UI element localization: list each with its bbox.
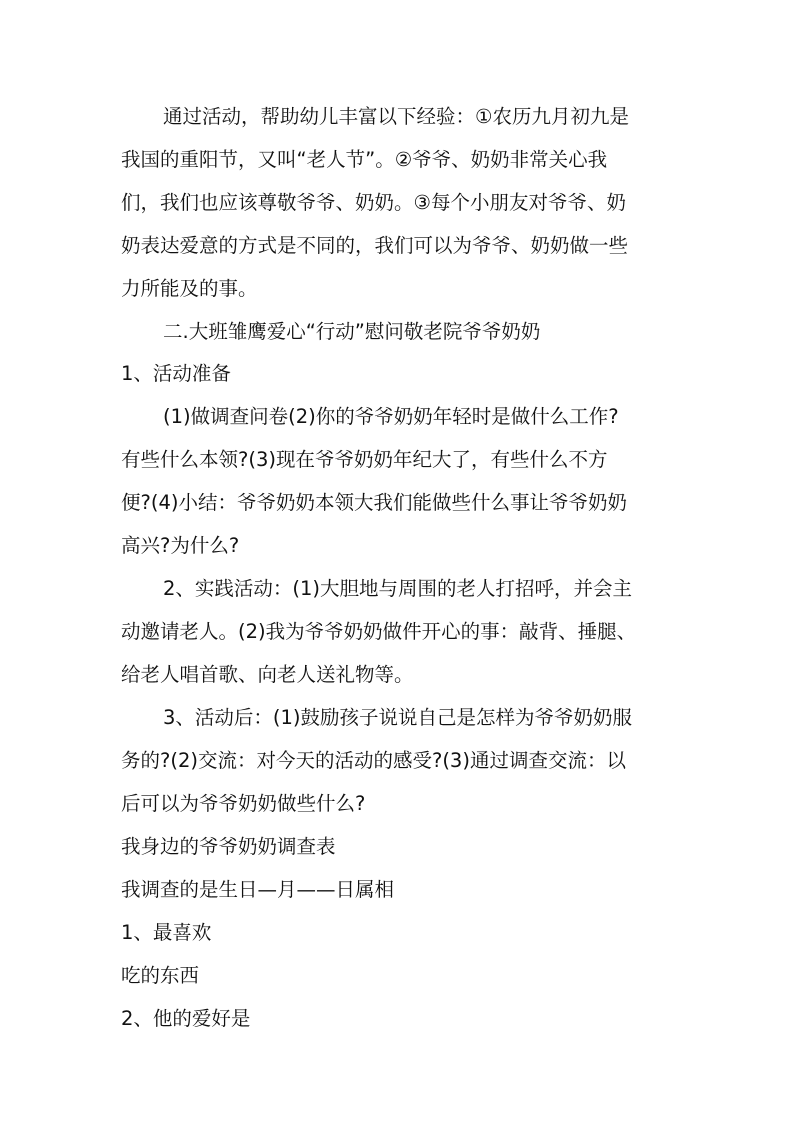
after-activity-line-3: 后可以为爷爷奶奶做些什么? xyxy=(121,792,366,815)
practice-line-1: 2、实践活动：(1)大胆地与周围的老人打招呼，并会主 xyxy=(163,577,633,600)
survey-title: 我身边的爷爷奶奶调查表 xyxy=(121,835,336,858)
preparation-line-3: 便?(4)小结：爷爷奶奶本领大我们能做些什么事让爷爷奶奶 xyxy=(121,491,627,514)
paragraph-1-line-5: 力所能及的事。 xyxy=(121,277,258,300)
preparation-line-4: 高兴?为什么? xyxy=(121,534,240,557)
survey-item-2: 2、他的爱好是 xyxy=(121,1007,251,1030)
section-heading: 二.大班雏鹰爱心“行动”慰问敬老院爷爷奶奶 xyxy=(163,320,541,343)
practice-line-3: 给老人唱首歌、向老人送礼物等。 xyxy=(121,663,414,686)
paragraph-1-line-1: 通过活动，帮助幼儿丰富以下经验：①农历九月初九是 xyxy=(163,105,629,128)
subheading-preparation: 1、活动准备 xyxy=(121,362,231,385)
practice-line-2: 动邀请老人。(2)我为爷爷奶奶做件开心的事：敲背、捶腿、 xyxy=(121,620,637,643)
after-activity-line-1: 3、活动后：(1)鼓励孩子说说自己是怎样为爷爷奶奶服 xyxy=(163,706,633,729)
survey-item-1: 1、最喜欢 xyxy=(121,921,212,944)
preparation-line-1: (1)做调查问卷(2)你的爷爷奶奶年轻时是做什么工作? xyxy=(163,405,619,428)
paragraph-1-line-4: 奶表达爱意的方式是不同的，我们可以为爷爷、奶奶做一些 xyxy=(121,234,629,257)
paragraph-1-line-2: 我国的重阳节，又叫“老人节”。②爷爷、奶奶非常关心我 xyxy=(121,148,608,171)
paragraph-1-line-3: 们，我们也应该尊敬爷爷、奶奶。③每个小朋友对爷爷、奶 xyxy=(121,191,626,214)
preparation-line-2: 有些什么本领?(3)现在爷爷奶奶年纪大了，有些什么不方 xyxy=(121,448,608,471)
after-activity-line-2: 务的?(2)交流：对今天的活动的感受?(3)通过调查交流：以 xyxy=(121,749,626,772)
survey-item-1-continued: 吃的东西 xyxy=(121,964,200,987)
survey-birthday-line: 我调查的是生日—月——日属相 xyxy=(121,878,395,901)
